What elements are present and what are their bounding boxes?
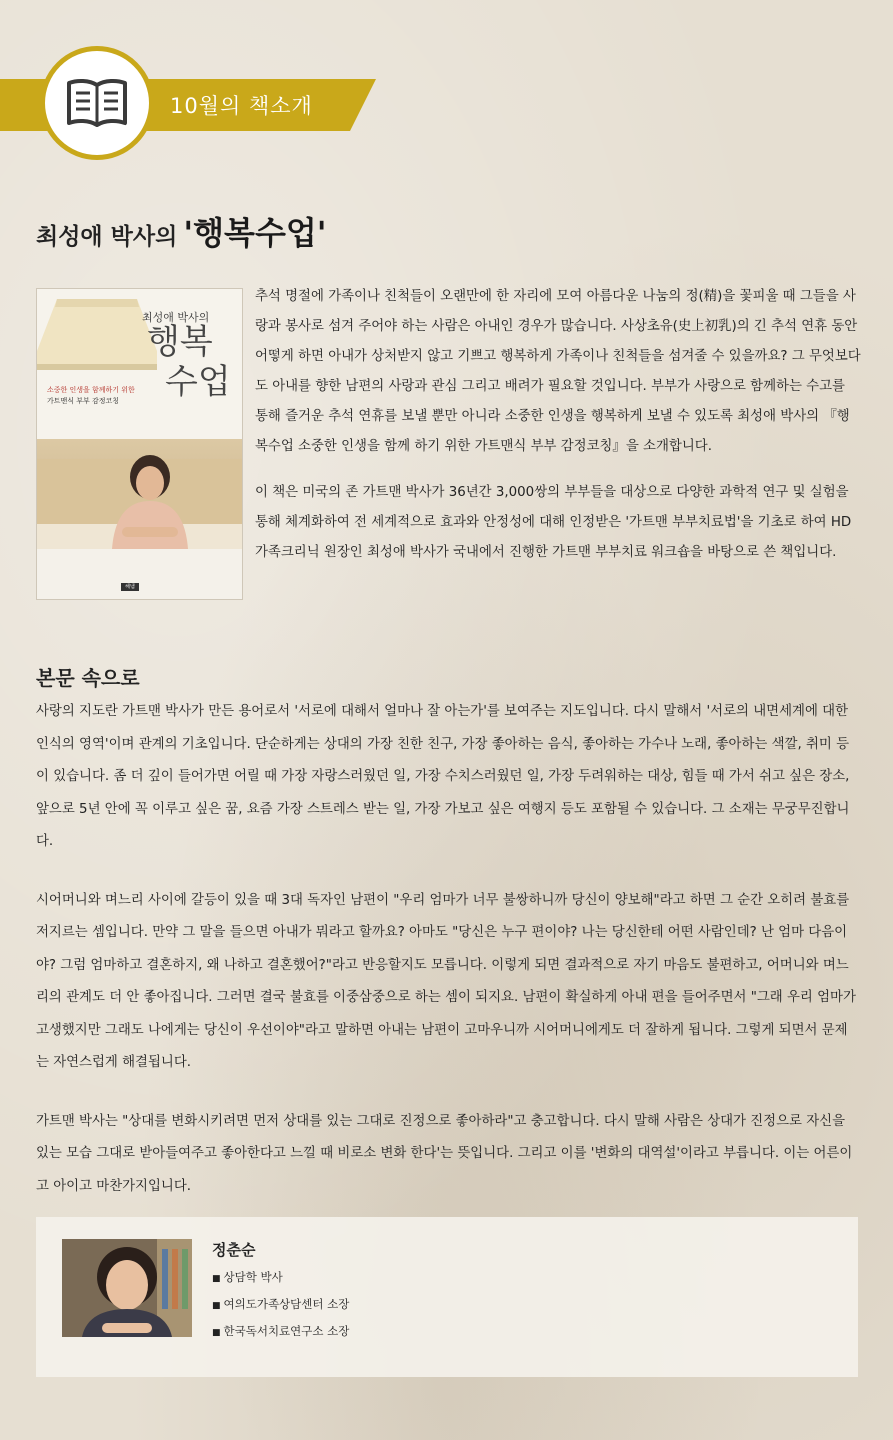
article-title bbox=[36, 208, 327, 254]
body-paragraph-1: 사랑의 지도란 가트맨 박사가 만든 용어로서 '서로에 대해서 얼마나 잘 아는가'를 보여주는 지도입니다. 다시 말해서 '서로의 내면세계에 대한 인식의 영역'이며 관계의 기초입니다. 단순하게는 상대의 가장 친한 친구, 가장 좋아하는 음식, 좋아하는 가수나 노래, 좋아하는 색깔, 취미 등이 있습니다. 좀 더 깊이 들어가면 어릴 때 가장 자랑스러웠던 일, 가장 수치스러웠던 일, 가장 두려워하는 대상, 힘들 때 가서 쉬고 싶은 장소, 앞으로 5년 안에 꼭 이루고 싶은 꿈, 요즘 가장 스트레스 받는 일, 가장 가보고 싶은 여행지 등도 포함될 수 있습니다. 그 소재는 무궁무진합니다. bbox=[36, 704, 850, 849]
reviewer-figure bbox=[62, 1239, 192, 1337]
bullet-icon: ■ bbox=[212, 1274, 221, 1284]
credential-item: ■ 한국독서치료연구소 소장 bbox=[212, 1324, 350, 1338]
author-figure bbox=[37, 439, 243, 549]
bullet-icon: ■ bbox=[212, 1328, 221, 1338]
reviewer-credentials bbox=[212, 1265, 349, 1346]
book-author: 최성애 박사의 bbox=[142, 311, 210, 324]
bullet-icon: ■ bbox=[212, 1301, 221, 1311]
reviewer-photo bbox=[62, 1239, 192, 1337]
credential-item: ■ 여의도가족상담센터 소장 bbox=[212, 1297, 350, 1311]
title-main: '행복수업' bbox=[183, 214, 327, 252]
intro-paragraph-2: 이 책은 미국의 존 가트맨 박사가 36년간 3,000쌍의 부부들을 대상으로 다양한 과학적 연구 및 실험을 통해 체계화하여 전 세계적으로 효과와 안정성에 대해 인정받은 '가트맨 부부치료법'을 기초로 하여 HD가족크리닉 원장인 최성애 박사가 국내에서 진행한 가트맨 부부치료 워크숍을 바탕으로 쓴 책입니다. bbox=[255, 485, 852, 560]
lamp-illustration bbox=[36, 289, 157, 379]
book-cover-bottom bbox=[37, 549, 242, 600]
title-prefix: 최성애 박사의 bbox=[36, 224, 178, 250]
section-heading: 본문 속으로 bbox=[36, 666, 140, 690]
book-title-line2: 수업 bbox=[165, 362, 231, 402]
intro-paragraph-1: 추석 명절에 가족이나 친척들이 오랜만에 한 자리에 모여 아름다운 나눔의 정(精)을 꽃피울 때 그들을 사랑과 봉사로 섬겨 주어야 하는 사람은 아내인 경우가 많습니다. 사상초유(史上初乳)의 긴 추석 연휴 동안 어떻게 하면 아내가 상처받지 않고 기쁘고 행복하게 가족이나 친척들을 섬겨줄 수 있을까요? 그 무엇보다도 아내를 향한 남편의 사랑과 관심 그리고 배려가 필요할 것입니다. 부부가 사랑으로 함께하는 수고를 통해 즐거운 추석 연휴를 보낼 뿐만 아니라 소중한 인생을 행복하게 보낼 수 있도록 최성애 박사의 『행복수업 소중한 인생을 함께 하기 위한 가트맨식 부부 감정코칭』을 소개합니다. bbox=[255, 289, 861, 454]
book-badge bbox=[40, 46, 154, 160]
open-book-icon bbox=[65, 77, 129, 129]
author-portrait bbox=[37, 439, 242, 549]
book-subtitle-line1: 소중한 인생을 함께하기 위한 bbox=[47, 386, 135, 394]
reviewer-profile bbox=[36, 1217, 858, 1377]
intro-text bbox=[255, 282, 861, 584]
publisher-logo: 해냄 bbox=[121, 583, 139, 591]
book-subtitle-line2: 가트맨식 부부 감정코칭 bbox=[47, 397, 120, 405]
body-paragraph-2: 시어머니와 며느리 사이에 갈등이 있을 때 3대 독자인 남편이 "우리 엄마가 너무 불쌍하니까 당신이 양보해"라고 하면 그 순간 오히려 불효를 저지르는 셈입니다. 만약 그 말을 들으면 아내가 뭐라고 할까요? 아마도 "당신은 누구 편이야? 나는 당신한테 어떤 사람인데? 난 엄마 다음이야? 그럼 엄마하고 결혼하지, 왜 나하고 결혼했어?"라고 반응할지도 모릅니다. 이렇게 되면 결과적으로 자기 마음도 불편하고, 어머니와 며느리의 관계도 더 안 좋아집니다. 그러면 결국 불효를 이중삼중으로 하는 셈이 되지요. 남편이 확실하게 아내 편을 들어주면서 "그래 우리 엄마가 고생했지만 그래도 나에게는 당신이 우선이야"라고 말하면 아내는 남편이 고마우니까 시어머니에게도 더 잘하게 됩니다. 그렇게 되면서 문제는 자연스럽게 해결됩니다. bbox=[36, 892, 856, 1070]
credential-item: ■ 상담학 박사 bbox=[212, 1270, 283, 1284]
book-title-line1: 행복 bbox=[147, 322, 213, 362]
body-paragraph-3: 가트맨 박사는 "상대를 변화시키려면 먼저 상대를 있는 그대로 진정으로 좋아하라"고 충고합니다. 다시 말해 사람은 상대가 진정으로 자신을 있는 모습 그대로 받아들여주고 좋아한다고 느낄 때 비로소 변화 한다'는 뜻입니다. 그리고 이를 '변화의 대역설'이라고 부릅니다. 이는 어른이고 아이고 마찬가지입니다. bbox=[36, 1113, 853, 1194]
banner-title: 10월의 책소개 bbox=[170, 94, 313, 118]
reviewer-name: 정춘순 bbox=[212, 1241, 256, 1259]
book-cover-image bbox=[36, 288, 243, 600]
section-body bbox=[36, 696, 860, 1229]
